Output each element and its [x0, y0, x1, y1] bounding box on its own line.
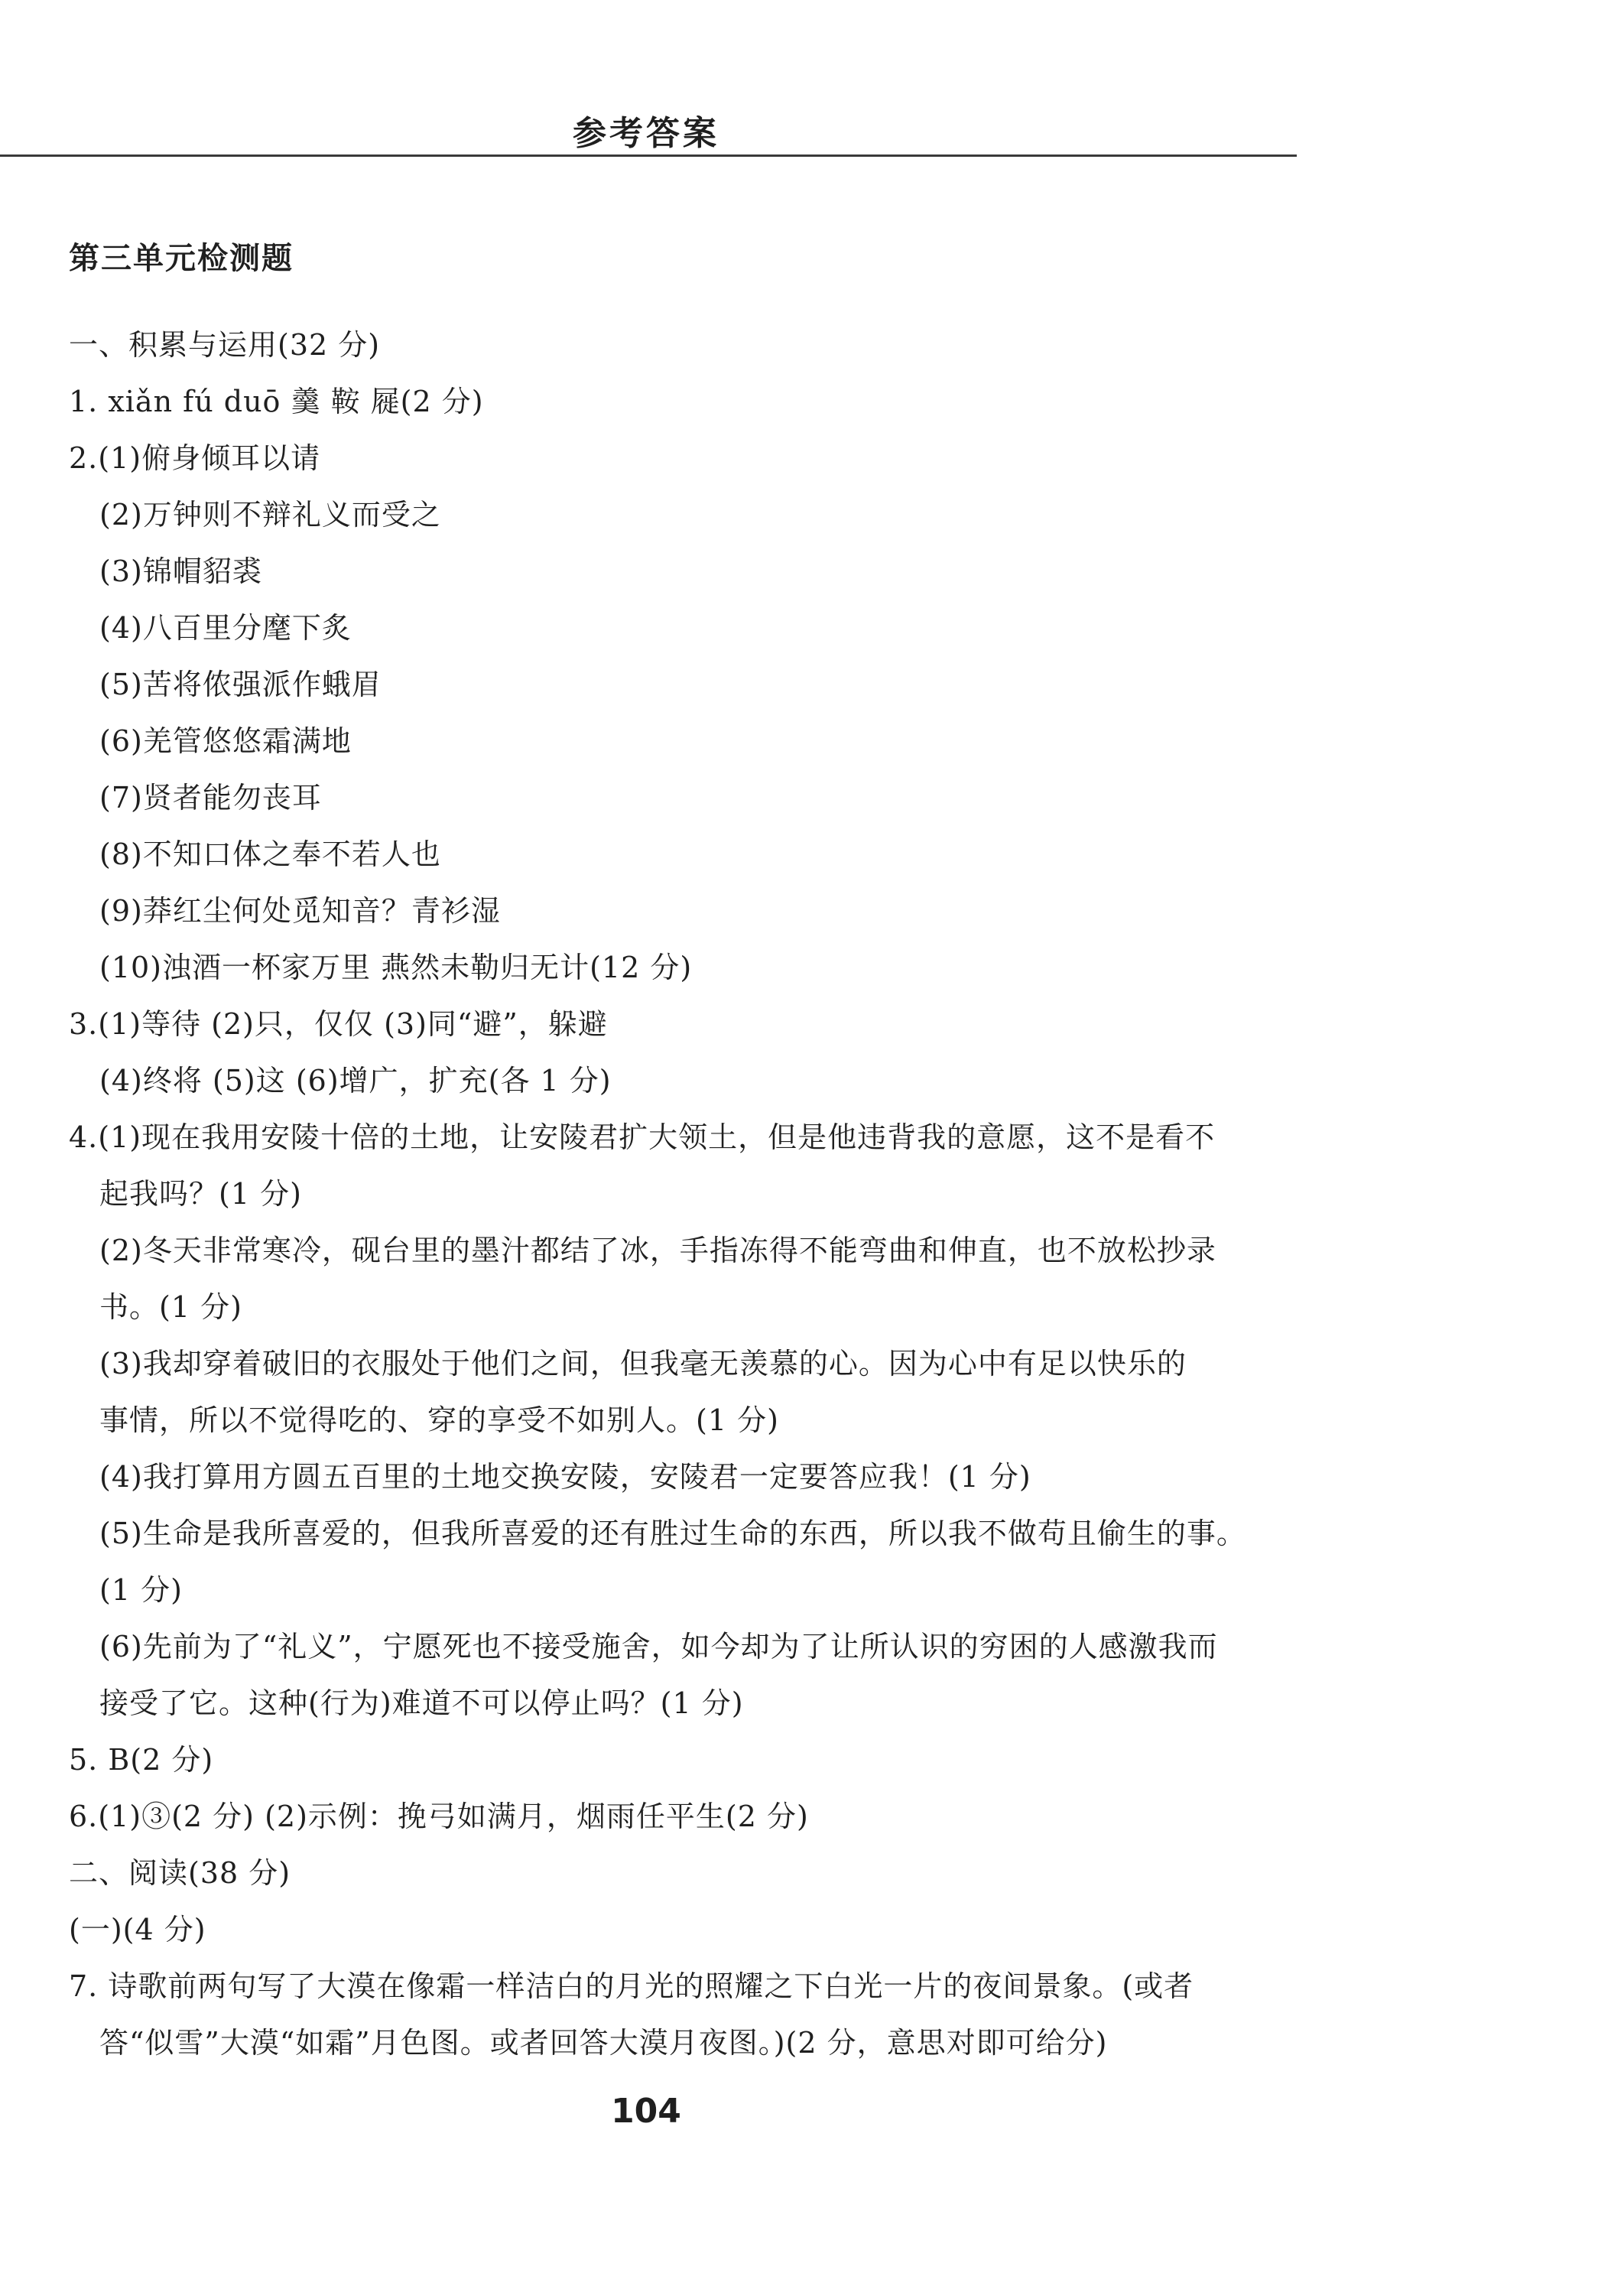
answer-line: 2.(1)俯身倾耳以请: [69, 441, 321, 475]
answer-line: (8)不知口体之奉不若人也: [99, 837, 441, 871]
answer-line: 事情，所以不觉得吃的、穿的享受不如别人。(1 分): [99, 1403, 779, 1437]
answer-line: (1 分): [99, 1573, 183, 1607]
answer-line: 起我吗？(1 分): [99, 1177, 302, 1211]
answer-line: (4)八百里分麾下炙: [99, 611, 352, 645]
answer-line: (2)万钟则不辩礼义而受之: [99, 498, 441, 532]
answer-content: [69, 317, 1300, 2071]
page-number: 104: [611, 2092, 681, 2131]
answer-line: 1. xiǎn fú duō 羹 鞍 屣(2 分): [69, 385, 484, 418]
answer-line: (6)羌管悠悠霜满地: [99, 724, 352, 758]
answer-line: (4)终将 (5)这 (6)增广，扩充(各 1 分): [99, 1064, 612, 1097]
answer-line: 答“似雪”大漠“如霜”月色图。或者回答大漠月夜图。)(2 分，意思对即可给分): [99, 2026, 1108, 2060]
answer-line: (一)(4 分): [69, 1913, 206, 1946]
answer-line: 6.(1)③(2 分) (2)示例：挽弓如满月，烟雨任平生(2 分): [69, 1800, 809, 1833]
answer-line: (3)我却穿着破旧的衣服处于他们之间，但我毫无羡慕的心。因为心中有足以快乐的: [99, 1347, 1187, 1380]
answer-line: 接受了它。这种(行为)难道不可以停止吗？(1 分): [99, 1686, 744, 1720]
answer-line: (5)生命是我所喜爱的，但我所喜爱的还有胜过生命的东西，所以我不做苟且偷生的事。: [99, 1517, 1246, 1550]
answer-line: (5)苦将侬强派作蛾眉: [99, 668, 382, 701]
answer-line: (6)先前为了“礼义”，宁愿死也不接受施舍，如今却为了让所认识的穷困的人感激我而: [99, 1630, 1218, 1663]
answer-line: 书。(1 分): [99, 1290, 242, 1324]
part-heading: 一、积累与运用(32 分): [69, 328, 381, 362]
answer-line: (4)我打算用方圆五百里的土地交换安陵，安陵君一定要答应我！(1 分): [99, 1460, 1031, 1494]
answer-line: (3)锦帽貂裘: [99, 554, 262, 588]
answer-line: (9)莽红尘何处觅知音？青衫湿: [99, 894, 501, 928]
answer-line: (10)浊酒一杯家万里 燕然未勒归无计(12 分): [99, 951, 693, 984]
header-rule: [0, 154, 1297, 157]
answer-line: 3.(1)等待 (2)只，仅仅 (3)同“避”，躲避: [69, 1007, 608, 1041]
answer-line: (2)冬天非常寒冷，砚台里的墨汁都结了冰，手指冻得不能弯曲和伸直，也不放松抄录: [99, 1234, 1216, 1267]
answer-line: 4.(1)现在我用安陵十倍的土地，让安陵君扩大领土，但是他违背我的意愿，这不是看不: [69, 1120, 1216, 1154]
header-title: 参考答案: [573, 114, 719, 153]
answer-line: 7. 诗歌前两句写了大漠在像霜一样洁白的月光的照耀之下白光一片的夜间景象。(或者: [69, 1969, 1194, 2003]
part-heading: 二、阅读(38 分): [69, 1856, 291, 1890]
section-title: 第三单元检测题: [69, 241, 294, 276]
answer-line: 5. B(2 分): [69, 1743, 214, 1777]
answer-line: (7)贤者能勿丧耳: [99, 781, 322, 815]
